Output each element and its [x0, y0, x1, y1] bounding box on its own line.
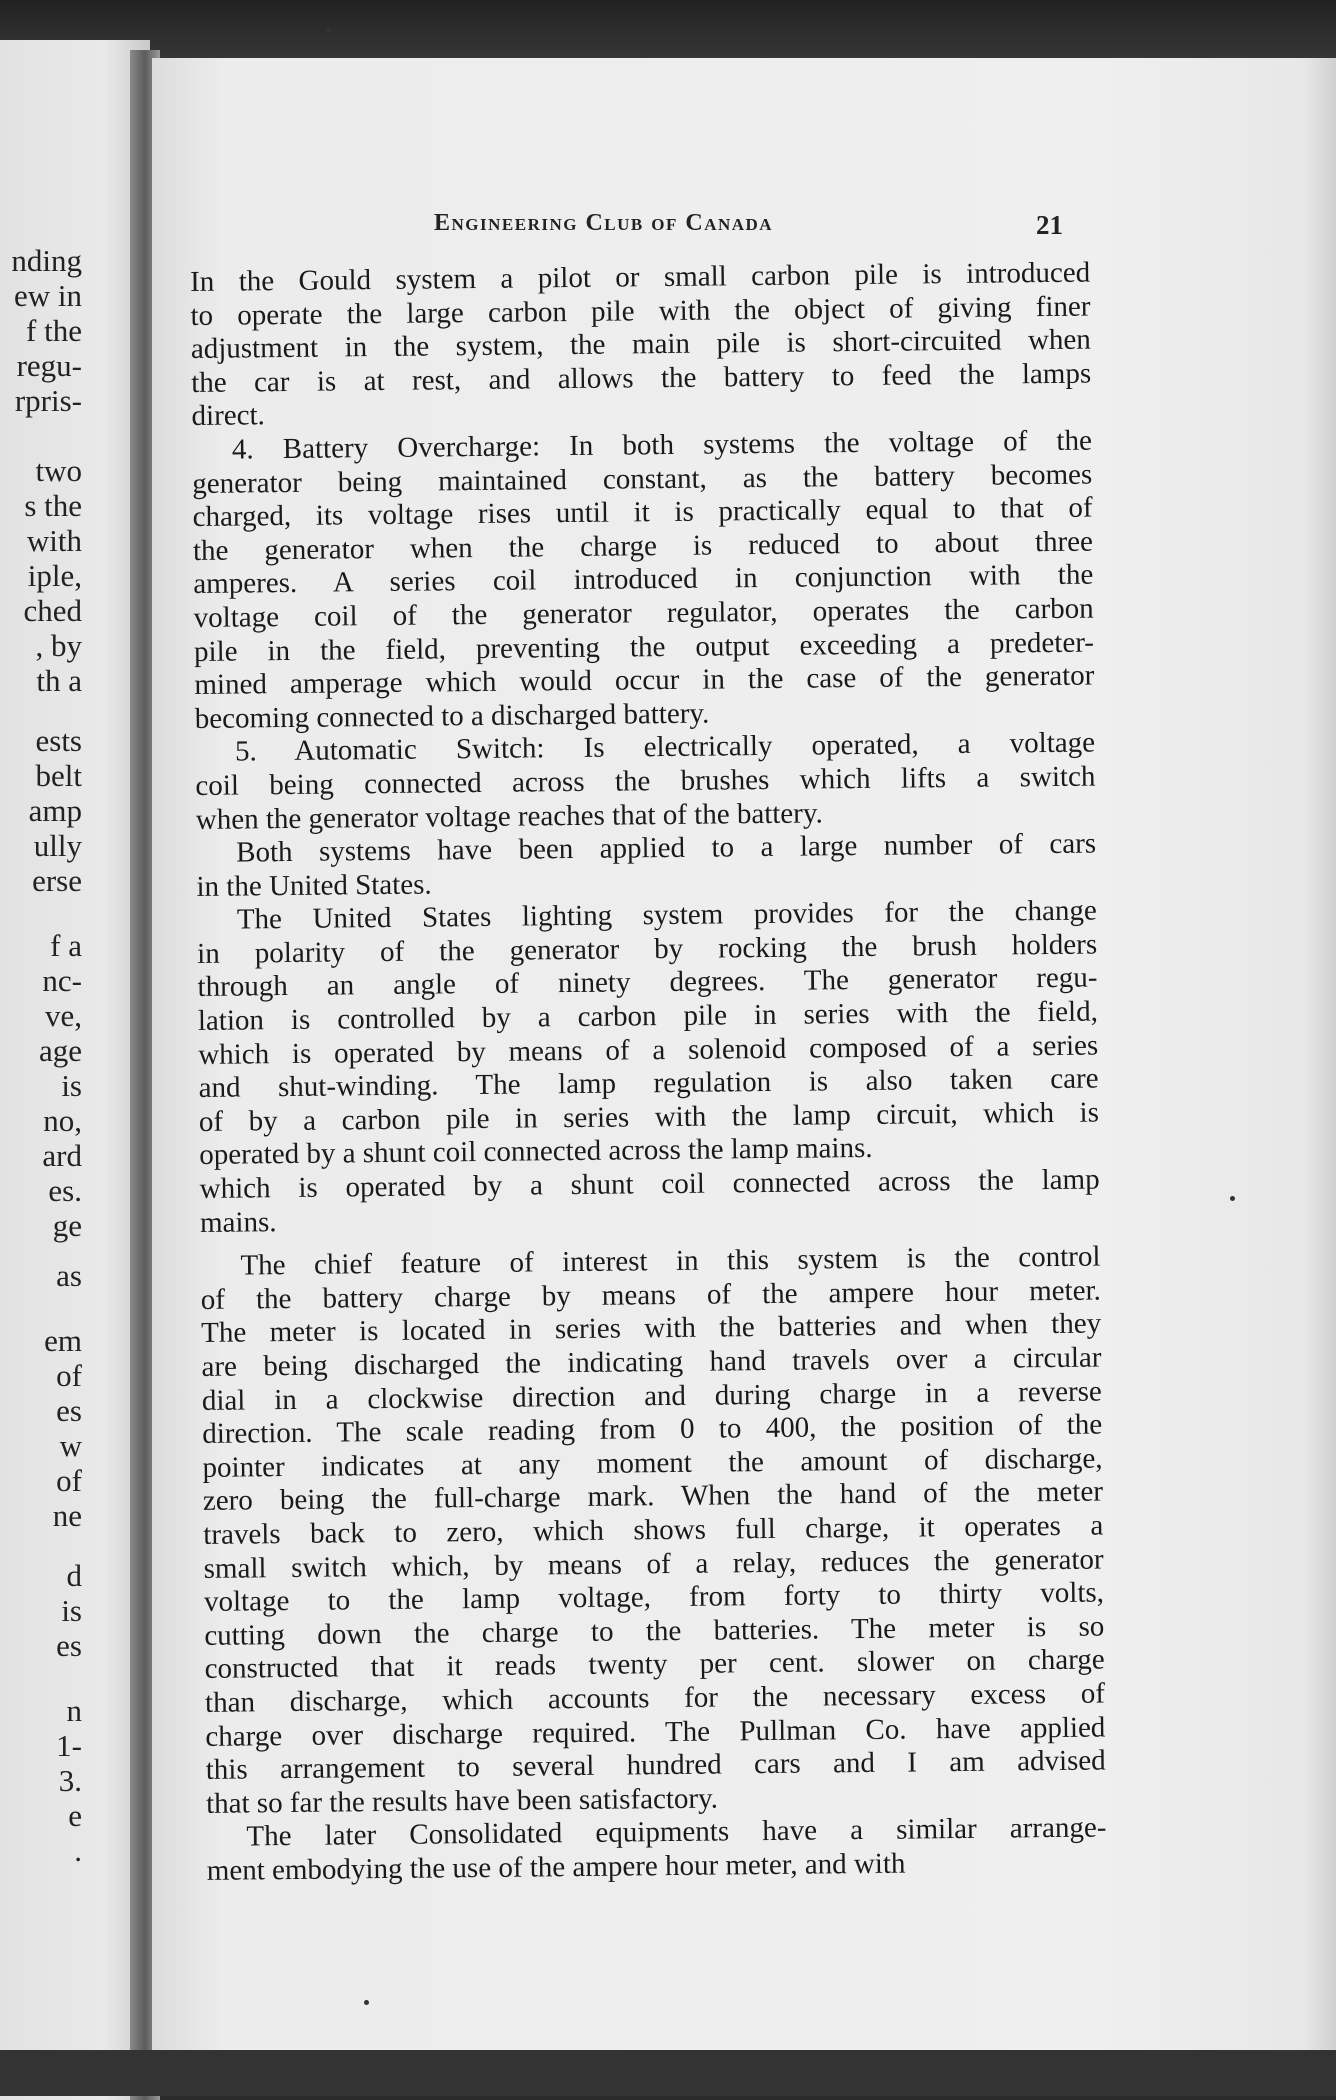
- facing-page-text-fragment: regu-: [16, 348, 82, 383]
- text-line: of the battery charge by means of the ampere hour meter.: [200, 1274, 1101, 1316]
- body-text: [190, 257, 1107, 1889]
- text-line: direct.: [191, 399, 266, 433]
- text-line: operated by a shunt coil connected across the lamp mains.: [199, 1132, 873, 1172]
- text-line: zero being the full-charge mark. When the hand of the meter: [202, 1475, 1104, 1518]
- facing-page-text-fragment: ard: [42, 1138, 82, 1173]
- text-line: which is operated by means of a solenoid composed of a series: [198, 1029, 1099, 1071]
- facing-page-text-fragment: is: [61, 1068, 82, 1103]
- text-line: are being discharged the indicating hand travels over a circular: [201, 1341, 1102, 1383]
- text-line: voltage coil of the generator regulator, operates the carbon: [193, 592, 1094, 634]
- text-line: to operate the large carbon pile with the object of giving finer: [190, 290, 1091, 332]
- facing-page-text-fragment: iple,: [27, 558, 82, 593]
- facing-page-edge: [0, 40, 150, 2100]
- facing-page-text-fragment: s the: [24, 488, 82, 523]
- facing-page-text-fragment: .: [74, 1833, 82, 1868]
- speck: [364, 2000, 369, 2005]
- text-line: the car is at rest, and allows the battery to feed the lamps: [191, 357, 1092, 399]
- text-line: when the generator voltage reaches that of the battery.: [195, 796, 823, 836]
- text-line: that so far the results have been satisfactory.: [205, 1782, 719, 1820]
- facing-page-text-fragment: d: [66, 1558, 82, 1593]
- text-line: mains.: [199, 1205, 277, 1239]
- text-line: charged, its voltage rises until it is practically equal to that of: [192, 491, 1093, 534]
- facing-page-text-fragment: no,: [43, 1103, 82, 1138]
- facing-page-text-fragment: ge: [52, 1208, 82, 1243]
- facing-page-text-fragment: erse: [32, 863, 82, 898]
- facing-page-text-fragment: two: [35, 453, 82, 488]
- facing-page-text-fragment: ew in: [13, 278, 82, 313]
- facing-page-text-fragment: of: [56, 1358, 82, 1393]
- facing-page-text-fragment: belt: [35, 758, 82, 793]
- facing-page-text-fragment: th a: [36, 663, 82, 698]
- text-line: The United States lighting system provides for the change: [236, 894, 1097, 936]
- text-line: The later Consolidated equipments have a similar arrange-: [246, 1811, 1107, 1853]
- facing-page-text-fragment: rpris-: [14, 383, 82, 418]
- text-line: 4. Battery Overcharge: In both systems the voltage of the: [231, 424, 1093, 466]
- facing-page-text-fragment: ne: [52, 1498, 82, 1533]
- text-line: dial in a clockwise direction and during charge in a reverse: [201, 1375, 1102, 1417]
- text-line: pile in the field, preventing the output exceeding a predeter-: [193, 626, 1095, 668]
- speck: [326, 28, 331, 33]
- facing-page-text-fragment: is: [61, 1593, 82, 1628]
- facing-page-text-fragment: with: [26, 523, 82, 558]
- facing-page-text-fragment: 1-: [56, 1728, 82, 1763]
- text-line: in the United States.: [196, 868, 432, 903]
- text-line: In the Gould system a pilot or small carbon pile is introduced: [190, 256, 1091, 298]
- facing-page-text-fragment: es: [56, 1628, 82, 1663]
- text-line: constructed that it reads twenty per cent. slower on charge: [204, 1643, 1105, 1686]
- facing-page-text-fragment: age: [38, 1033, 82, 1068]
- facing-page-text-fragment: of: [56, 1463, 82, 1498]
- speck: [1230, 1196, 1235, 1201]
- text-line: becoming connected to a discharged battery.: [194, 697, 710, 735]
- text-line: pointer indicates at any moment the amount of discharge,: [202, 1442, 1103, 1484]
- text-line: amperes. A series coil introduced in conjunction with the: [193, 558, 1094, 601]
- facing-page-text-fragment: e: [68, 1798, 82, 1833]
- text-line: Both systems have been applied to a large number of cars: [235, 827, 1097, 869]
- text-line: coil being connected across the brushes which lifts a switch: [195, 760, 1096, 802]
- facing-page-text-fragment: ve,: [44, 998, 82, 1033]
- page-edge-shadow: [1306, 58, 1336, 2096]
- facing-page-text-fragment: ests: [35, 723, 82, 758]
- text-line: and shut-winding. The lamp regulation is also taken care: [198, 1062, 1099, 1105]
- scan-bottom-border: [0, 2050, 1336, 2096]
- text-line: voltage to the lamp voltage, from forty to thirty volts,: [203, 1576, 1105, 1619]
- text-line: mined amperage which would occur in the case of the generator: [194, 659, 1095, 702]
- text-line: ment embodying the use of the ampere hour meter, and with: [206, 1847, 906, 1887]
- text-line: lation is controlled by a carbon pile in series with the field,: [197, 995, 1099, 1038]
- text-line: direction. The scale reading from 0 to 400, the position of the: [202, 1408, 1103, 1451]
- facing-page-text-fragment: es.: [48, 1173, 82, 1208]
- text-line: charge over discharge required. The Pullman Co. have applied: [205, 1711, 1106, 1753]
- text-line: this arrangement to several hundred cars and I am advised: [205, 1744, 1106, 1787]
- text-line: cutting down the charge to the batteries. The meter is so: [204, 1610, 1105, 1652]
- facing-page-text-fragment: nc-: [42, 963, 82, 998]
- text-line: of by a carbon pile in series with the lamp circuit, which is: [198, 1096, 1100, 1138]
- facing-page-text-fragment: f the: [26, 313, 82, 348]
- running-head: Engineering Club of Canada: [434, 210, 774, 236]
- facing-page-text-fragment: nding: [11, 243, 82, 278]
- text-line: small switch which, by means of a relay, reduces the generator: [203, 1543, 1104, 1585]
- facing-page-text-fragment: n: [66, 1693, 82, 1728]
- facing-page-text-fragment: es: [56, 1393, 82, 1428]
- facing-page-text-fragment: em: [44, 1323, 82, 1358]
- facing-page-text-fragment: 3.: [58, 1763, 82, 1798]
- text-line: 5. Automatic Switch: Is electrically operated, a voltage: [234, 726, 1096, 768]
- page-number: 21: [1036, 210, 1063, 240]
- text-line: The meter is located in series with the batteries and when they: [201, 1307, 1102, 1350]
- text-line: travels back to zero, which shows full charge, it operates a: [203, 1509, 1104, 1551]
- facing-page-text-fragment: ully: [33, 828, 82, 863]
- facing-page-text-fragment: f a: [50, 928, 82, 963]
- facing-page-text-fragment: w: [59, 1428, 82, 1463]
- text-line: through an angle of ninety degrees. The generator regu-: [197, 962, 1098, 1004]
- facing-page-text-fragment: , by: [35, 628, 82, 663]
- facing-page-text-fragment: ched: [23, 593, 82, 628]
- text-line: which is operated by a shunt coil connected across the lamp: [199, 1163, 1100, 1205]
- text-line: the generator when the charge is reduced to about three: [192, 525, 1094, 567]
- text-line: The chief feature of interest in this system is the control: [240, 1240, 1101, 1282]
- text-line: in polarity of the generator by rocking the brush holders: [197, 928, 1098, 970]
- text-line: than discharge, which accounts for the necessary excess of: [204, 1677, 1106, 1719]
- facing-page-text-fragment: as: [56, 1258, 82, 1293]
- text-line: generator being maintained constant, as the battery becomes: [192, 458, 1093, 500]
- text-line: adjustment in the system, the main pile is short-circuited when: [190, 323, 1091, 366]
- facing-page-text-fragment: amp: [28, 793, 82, 828]
